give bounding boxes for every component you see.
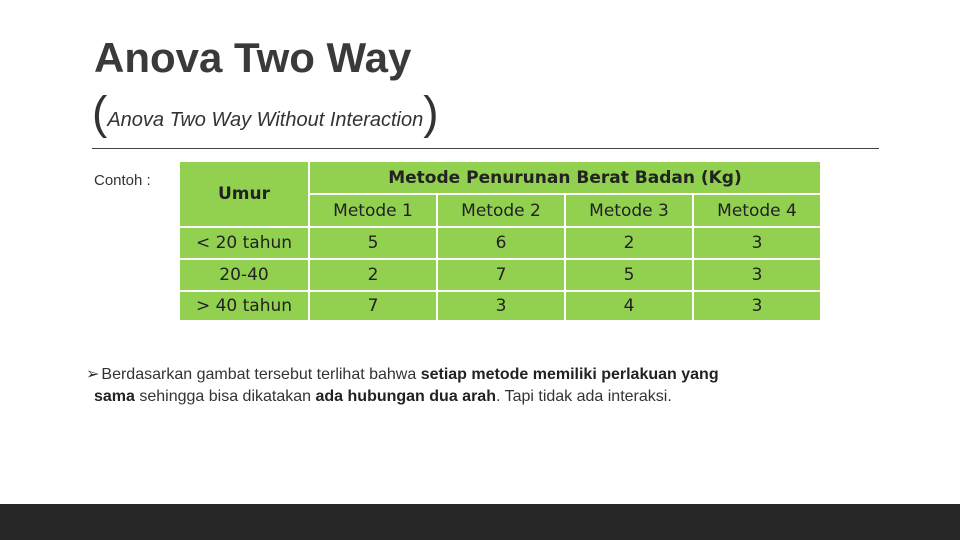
- subtitle-open-paren: (: [92, 86, 108, 139]
- column-header-metode-1: Metode 1: [310, 195, 436, 226]
- table-cell: 3: [694, 228, 820, 258]
- table-cell: 4: [566, 292, 692, 320]
- table-cell: 2: [310, 260, 436, 290]
- paragraph-emphasis-3: ada hubungan dua arah: [315, 388, 496, 405]
- table-cell: 5: [566, 260, 692, 290]
- data-table: [180, 162, 820, 320]
- table-cell: 7: [438, 260, 564, 290]
- row-label-under-20: < 20 tahun: [180, 228, 308, 258]
- subtitle-close-paren: ): [423, 86, 439, 139]
- slide-subtitle: [92, 82, 439, 150]
- table-cell: 3: [438, 292, 564, 320]
- footer-bar: [0, 504, 960, 540]
- example-label: Contoh :: [94, 172, 151, 189]
- slide-title: Anova Two Way: [94, 34, 412, 81]
- table-cell: 3: [694, 292, 820, 320]
- table-cell: 5: [310, 228, 436, 258]
- paragraph-text-1: Berdasarkan gambat tersebut terlihat bahwa: [101, 366, 421, 383]
- paragraph-text-2: sehingga bisa dikatakan: [134, 388, 316, 405]
- paragraph-emphasis-1: setiap metode memiliki perlakuan yang: [420, 366, 719, 383]
- table-cell: 2: [566, 228, 692, 258]
- subtitle-text: Anova Two Way Without Interaction: [107, 109, 424, 131]
- paragraph-emphasis-2: sama: [94, 388, 135, 405]
- table-cell: 3: [694, 260, 820, 290]
- column-header-metode-2: Metode 2: [438, 195, 564, 226]
- row-label-20-40: 20-40: [180, 260, 308, 290]
- row-label-over-40: > 40 tahun: [180, 292, 308, 320]
- paragraph-text-3: . Tapi tidak ada interaksi.: [495, 388, 672, 405]
- title-divider: [92, 148, 879, 149]
- group-header: Metode Penurunan Berat Badan (Kg): [310, 162, 820, 193]
- table-cell: 7: [310, 292, 436, 320]
- column-header-metode-3: Metode 3: [566, 195, 692, 226]
- arrow-bullet-icon: ➢: [86, 364, 100, 383]
- conclusion-paragraph: [86, 363, 866, 408]
- table-cell: 6: [438, 228, 564, 258]
- column-header-metode-4: Metode 4: [694, 195, 820, 226]
- row-header-umur: Umur: [180, 162, 308, 226]
